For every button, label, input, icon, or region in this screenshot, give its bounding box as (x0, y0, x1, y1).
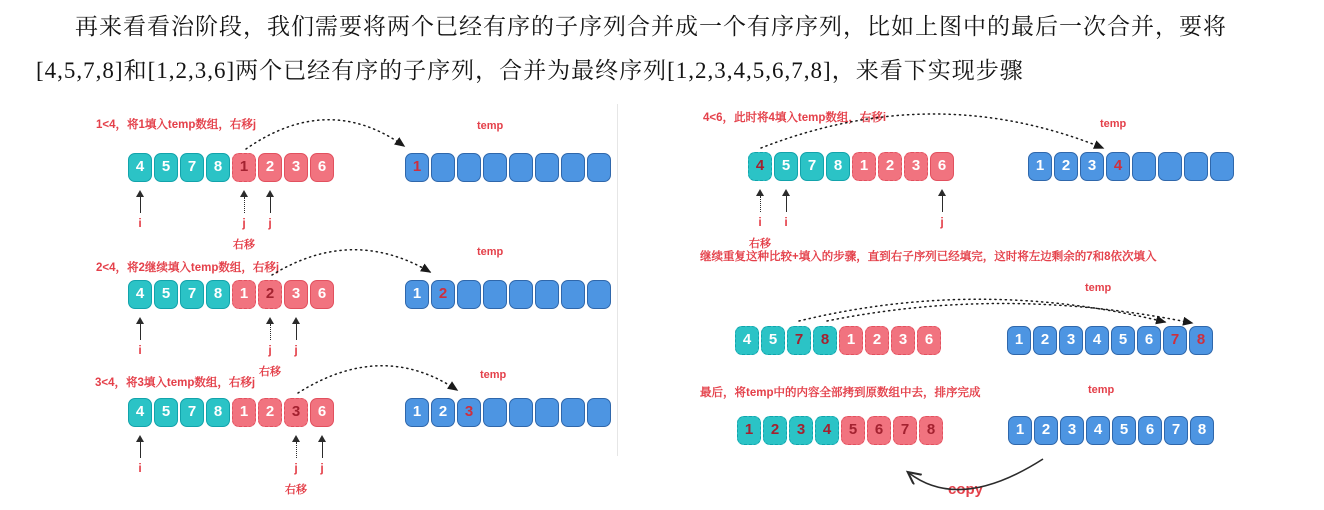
array-cell: 1 (232, 280, 256, 309)
array-cell: 8 (826, 152, 850, 181)
array-cell (561, 153, 585, 182)
arrow-up-icon (266, 190, 274, 197)
array-cell: 5 (761, 326, 785, 355)
move-arc-step5-7 (799, 299, 1165, 322)
arrow-up-icon (136, 435, 144, 442)
arrow-up-icon (756, 189, 764, 196)
array-cell: 3 (789, 416, 813, 445)
temp-label: temp (1100, 118, 1127, 130)
array-cell: 5 (774, 152, 798, 181)
array-cell (1158, 152, 1182, 181)
index-pointer (774, 189, 798, 229)
array-cell: 7 (893, 416, 917, 445)
index-pointer (284, 435, 308, 496)
array-cell: 1 (1008, 416, 1032, 445)
array-cell: 2 (258, 153, 282, 182)
step-label: 2<4，将2继续填入temp数组，右移j (96, 262, 280, 274)
pointer-label: j (268, 216, 272, 230)
array-cell: 1 (737, 416, 761, 445)
index-pointer (310, 435, 334, 475)
array-cell: 5 (1111, 326, 1135, 355)
array-cell (483, 280, 507, 309)
index-pointer (232, 190, 256, 251)
array-cell: 1 (232, 398, 256, 427)
array-cell: 7 (1164, 416, 1188, 445)
main-array (128, 280, 336, 310)
index-pointer (258, 190, 282, 230)
index-pointer (284, 317, 308, 357)
array-cell: 1 (839, 326, 863, 355)
array-cell: 5 (841, 416, 865, 445)
array-cell: 8 (206, 153, 230, 182)
array-cell: 7 (180, 398, 204, 427)
array-cell: 1 (852, 152, 876, 181)
step-label: 4<6，此时将4填入temp数组，右移i (703, 112, 887, 124)
shift-label: 右移 (285, 484, 307, 496)
arrow-line (296, 324, 297, 340)
array-cell: 3 (284, 153, 308, 182)
arrow-up-icon (318, 435, 326, 442)
move-arc-step5-8 (827, 303, 1192, 323)
array-cell (483, 153, 507, 182)
pointer-label: j (268, 343, 272, 357)
arrow-line (760, 196, 761, 212)
temp-array (1008, 416, 1216, 446)
temp-array (405, 280, 613, 310)
arrow-up-icon (292, 317, 300, 324)
main-array (735, 326, 943, 356)
array-cell: 6 (1138, 416, 1162, 445)
array-cell (1132, 152, 1156, 181)
array-cell: 7 (787, 326, 811, 355)
array-cell: 8 (206, 280, 230, 309)
temp-array (1028, 152, 1236, 182)
pointer-label: i (138, 461, 142, 475)
arrow-line (244, 197, 245, 213)
arrow-up-icon (782, 189, 790, 196)
array-cell: 6 (310, 398, 334, 427)
array-cell: 2 (258, 280, 282, 309)
arrow-line (942, 196, 943, 212)
index-pointer (128, 435, 152, 475)
temp-label: temp (1088, 384, 1115, 396)
shift-label: 右移 (233, 239, 255, 251)
arrow-up-icon (292, 435, 300, 442)
arrow-line (786, 196, 787, 212)
array-cell: 2 (878, 152, 902, 181)
array-cell: 8 (206, 398, 230, 427)
pointer-label: j (320, 461, 324, 475)
move-arc-step3 (298, 366, 457, 393)
array-cell (509, 398, 533, 427)
array-cell (457, 153, 481, 182)
array-cell (535, 398, 559, 427)
array-cell: 3 (1080, 152, 1104, 181)
array-cell: 1 (405, 398, 429, 427)
arrow-line (270, 324, 271, 340)
step-label: 1<4，将1填入temp数组，右移j (96, 119, 257, 131)
index-pointer (748, 189, 772, 250)
paragraph-line-1: 再来看看治阶段，我们需要将两个已经有序的子序列合并成一个有序序列，比如上图中的最后一次合并，要将 (75, 14, 1227, 39)
array-cell: 2 (763, 416, 787, 445)
pointer-label: i (784, 215, 788, 229)
arrow-up-icon (136, 190, 144, 197)
array-cell: 6 (867, 416, 891, 445)
move-arc-step1 (246, 120, 404, 149)
arrow-line (322, 442, 323, 458)
array-cell: 7 (180, 153, 204, 182)
array-cell: 4 (1085, 326, 1109, 355)
array-cell (1210, 152, 1234, 181)
array-cell: 2 (1054, 152, 1078, 181)
temp-array (405, 398, 613, 428)
index-pointer (930, 189, 954, 229)
array-cell (457, 280, 481, 309)
array-cell: 6 (917, 326, 941, 355)
array-cell: 1 (405, 153, 429, 182)
main-array (737, 416, 945, 446)
temp-array (1007, 326, 1215, 356)
array-cell: 4 (815, 416, 839, 445)
arrow-line (140, 442, 141, 458)
arrow-line (140, 197, 141, 213)
pointer-label: j (242, 216, 246, 230)
array-cell: 4 (748, 152, 772, 181)
array-cell: 3 (1060, 416, 1084, 445)
array-cell: 6 (310, 280, 334, 309)
array-cell (509, 153, 533, 182)
array-cell: 3 (1059, 326, 1083, 355)
array-cell: 6 (310, 153, 334, 182)
array-cell (587, 280, 611, 309)
temp-label: temp (477, 120, 504, 132)
arrow-line (140, 324, 141, 340)
array-cell: 7 (1163, 326, 1187, 355)
array-cell: 4 (1106, 152, 1130, 181)
arrow-up-icon (136, 317, 144, 324)
array-cell (431, 153, 455, 182)
array-cell: 4 (128, 398, 152, 427)
index-pointer (258, 317, 282, 378)
array-cell: 6 (1137, 326, 1161, 355)
pointer-label: j (294, 461, 298, 475)
array-cell: 2 (1033, 326, 1057, 355)
array-cell: 3 (457, 398, 481, 427)
array-cell (561, 280, 585, 309)
arrow-up-icon (240, 190, 248, 197)
array-cell: 6 (930, 152, 954, 181)
temp-label: temp (1085, 282, 1112, 294)
array-cell: 2 (1034, 416, 1058, 445)
array-cell: 7 (180, 280, 204, 309)
step-label: 3<4，将3填入temp数组，右移j (95, 377, 256, 389)
pointer-label: i (758, 215, 762, 229)
main-array (128, 398, 336, 428)
array-cell: 4 (735, 326, 759, 355)
array-cell: 2 (431, 398, 455, 427)
temp-array (405, 153, 613, 183)
array-cell (561, 398, 585, 427)
array-cell: 5 (1112, 416, 1136, 445)
pointer-label: i (138, 216, 142, 230)
image-divider (617, 104, 618, 456)
pointer-label: j (294, 343, 298, 357)
array-cell: 4 (128, 280, 152, 309)
array-cell: 1 (1007, 326, 1031, 355)
array-cell: 3 (904, 152, 928, 181)
array-cell: 3 (891, 326, 915, 355)
arrow-up-icon (938, 189, 946, 196)
temp-label: temp (477, 246, 504, 258)
array-cell: 2 (258, 398, 282, 427)
move-arc-step2 (272, 250, 430, 275)
array-cell (535, 153, 559, 182)
array-cell: 1 (405, 280, 429, 309)
pointer-label: i (138, 343, 142, 357)
arrow-line (270, 197, 271, 213)
index-pointer (128, 190, 152, 230)
pointer-label: j (940, 215, 944, 229)
copy-label: copy (948, 481, 984, 498)
arrow-up-icon (266, 317, 274, 324)
array-cell: 8 (813, 326, 837, 355)
array-cell: 8 (1189, 326, 1213, 355)
array-cell: 5 (154, 153, 178, 182)
shift-label: 右移 (749, 238, 771, 250)
array-cell: 8 (919, 416, 943, 445)
index-pointer (128, 317, 152, 357)
array-cell: 5 (154, 280, 178, 309)
array-cell (1184, 152, 1208, 181)
array-cell: 4 (128, 153, 152, 182)
array-cell: 2 (865, 326, 889, 355)
main-array (128, 153, 336, 183)
main-array (748, 152, 956, 182)
array-cell (587, 153, 611, 182)
array-cell (587, 398, 611, 427)
array-cell (483, 398, 507, 427)
array-cell (509, 280, 533, 309)
array-cell: 3 (284, 398, 308, 427)
array-cell: 1 (1028, 152, 1052, 181)
array-cell: 5 (154, 398, 178, 427)
array-cell: 4 (1086, 416, 1110, 445)
array-cell: 1 (232, 153, 256, 182)
paragraph-line-2: [4,5,7,8]和[1,2,3,6]两个已经有序的子序列，合并为最终序列[1,2,3,4,5,6,7,8]，来看下实现步骤 (36, 58, 1024, 83)
shift-label: 右移 (259, 366, 281, 378)
array-cell: 3 (284, 280, 308, 309)
step-label: 继续重复这种比较+填入的步骤，直到右子序列已经填完，这时将左边剩余的7和8依次填入 (700, 251, 1157, 263)
array-cell: 2 (431, 280, 455, 309)
arrow-line (296, 442, 297, 458)
array-cell (535, 280, 559, 309)
step-label: 最后，将temp中的内容全部拷到原数组中去，排序完成 (700, 387, 981, 399)
array-cell: 8 (1190, 416, 1214, 445)
array-cell: 7 (800, 152, 824, 181)
temp-label: temp (480, 369, 507, 381)
